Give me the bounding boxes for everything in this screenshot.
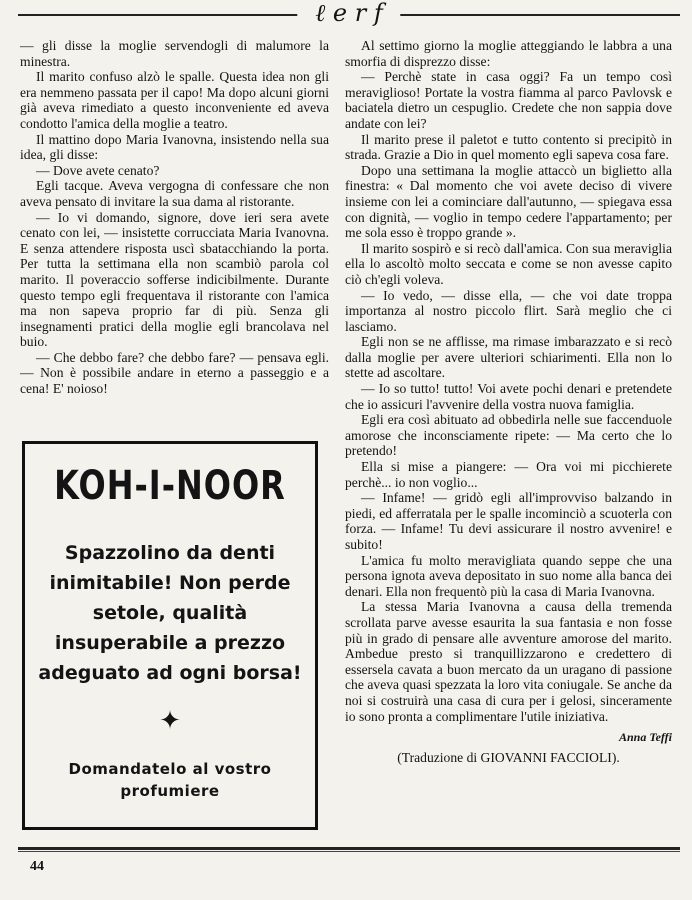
paragraph: — Dove avete cenato? (36, 162, 160, 178)
paragraph: — Che debbo fare? che debbo fare? — pensava egli. — Non è possibile andare in eterno a passeggio e a cena! E' noioso! (20, 349, 329, 397)
star-icon: ✦ (159, 706, 181, 735)
paragraph: — Io so tutto! tutto! Voi avete pochi denari e pretendete che io assicuri l'avvenire della vostra nuova famiglia. (345, 381, 672, 412)
magazine-logo: ℓ e r f (297, 0, 400, 26)
author-signature: Anna Teffi (618, 730, 672, 745)
ad-body: Spazzolino da denti inimitabile! Non perde setole, qualità insuperabile a prezzo adeguato ad ogni borsa! (38, 542, 302, 684)
paragraph: Il marito prese il paletot e tutto contento si precipitò in strada. Grazie a Dio in quel momento egli sapeva cosa fare. (345, 131, 672, 163)
page-number: 44 (30, 859, 44, 874)
paragraph: Il marito sospirò e si recò dall'amica. Con sua meraviglia ella lo ascoltò molto seccata e come se non avesse capito ciò ch'egli voleva. (345, 240, 672, 287)
paragraph: — Perchè state in casa oggi? Fa un tempo così meraviglioso! Portate la vostra fiamma al parco Pavlovsk e baciatela dietro un cespuglio. Credete che non sappia dove andate con lei? (345, 69, 672, 131)
paragraph: Ella si mise a piangere: — Ora voi mi picchierete perchè... io non voglio... (345, 459, 672, 490)
paragraph: La stessa Maria Ivanovna a causa della tremenda scrollata parve avesse esaurita la sua fantasia e non fosse più in grado di pensare alle avventure amorose del marito. Ambedue presto si tranquillizzarono e credettero di essersela cavata a buon mercato da un uragano di passione che aveva quasi spezzata la loro vita coniugale. Se anche da noi si costruirà una casa di cura per i gelosi, sinceramente io sono pronta a complimentare l'utile iniziativa. (345, 599, 672, 724)
paragraph: Egli era così abituato ad obbedirla nelle sue faccenduole amorose che inconsciamente ripete: — Ma certo che lo pretendo! (345, 412, 672, 459)
paragraph: Al settimo giorno la moglie atteggiando le labbra a una smorfia di disprezzo disse: (345, 38, 672, 69)
paragraph: — gli disse la moglie servendogli di malumore la minestra. (20, 38, 329, 69)
paragraph: — Io vi domando, signore, dove ieri sera avete cenato con lei, — insistette corrucciata Maria Ivanovna. E senza attendere risposta uscì sbatacchiando la porta. Per tutta la settimana ella non scambiò parola col marito. Il poveraccio sofferse indicibilmente. Durante questo tempo egli frequentava il ristorante con l'amica ma non sapeva proprio far di più. Senza gli insegnamenti pratici della moglie egli brancolava nel buio. (20, 209, 329, 350)
paragraph: Il mattino dopo Maria Ivanovna, insistendo nella sua idea, gli disse: (20, 131, 329, 163)
paragraph: Dopo una settimana la moglie attaccò un biglietto alla finestra: « Dal momento che voi avete deciso di vivere insieme con lei a cominciare dall'autunno, — spiegava essa con dignità, — voglio in tempo cedere l'appartamento; per me sola esso è troppo grande ». (345, 162, 672, 241)
left-column (20, 38, 329, 397)
paragraph: Egli tacque. Aveva vergogna di confessare che non aveva pensato di invitare la sua dama al ristorante. (20, 178, 329, 209)
paragraph: Egli non se ne afflisse, ma rimase imbarazzato e si recò dalla moglie per avere ulteriori schiarimenti. Ella non lo stette ad ascoltare. (345, 334, 672, 381)
translator-credit: (Traduzione di GIOVANNI FACCIOLI). (397, 749, 620, 765)
footer-rule-thin (18, 851, 680, 852)
advertisement (22, 441, 318, 830)
ad-title: KOH-I-NOOR (54, 461, 286, 509)
ad-footer: Domandatelo al vostro profumiere (68, 760, 272, 800)
paragraph: — Io vedo, — disse ella, — che voi date troppa importanza al nostro piccolo flirt. Sarà meglio che ci lasciamo. (345, 287, 672, 334)
paragraph: — Infame! — gridò egli all'improvviso balzando in piedi, ed afferratala per le spalle incominciò a scuoterla con forza. — Infame! Tu devi assicurare il nostro avvenire! e subito! (345, 490, 672, 552)
page-header (18, 2, 680, 30)
paragraph: L'amica fu molto meravigliata quando seppe che una persona ignota aveva depositato in suo nome alla banca dei denari. Ella non frequentò più la casa di Maria Ivanovna. (345, 552, 672, 599)
paragraph: Il marito confuso alzò le spalle. Questa idea non gli era nemmeno passata per il capo! Ma dopo alcuni giorni già aveva rimediato a questo inconveniente ed aveva condotto l'amica della moglie a teatro. (20, 69, 329, 131)
right-column (345, 38, 672, 765)
footer-rule (18, 847, 680, 850)
